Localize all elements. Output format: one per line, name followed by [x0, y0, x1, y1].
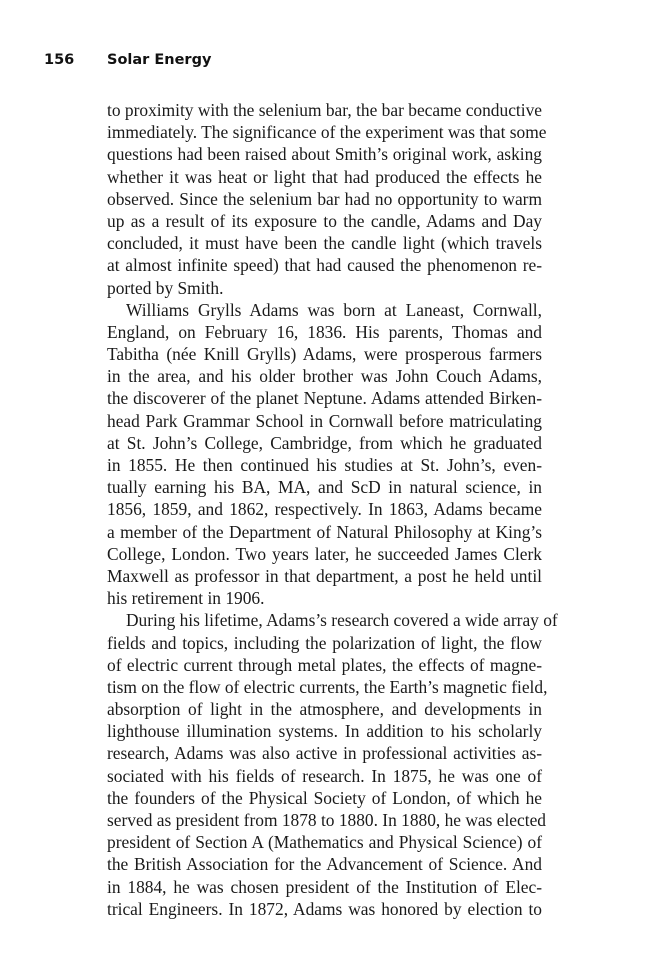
text-line: During his lifetime, Adams’s research covered a wide array of: [126, 610, 558, 631]
text-line: observed. Since the selenium bar had no opportunity to warm: [107, 188, 542, 209]
page-number: 156: [44, 52, 75, 68]
text-line: immediately. The significance of the experiment was that some: [107, 122, 547, 143]
text-line: College, London. Two years later, he succeeded James Clerk: [107, 543, 542, 564]
running-title: Solar Energy: [107, 52, 212, 68]
text-line: research, Adams was also active in professional activities as-: [107, 743, 542, 764]
text-line: in the area, and his older brother was John Couch Adams,: [107, 366, 542, 387]
running-head: [44, 52, 211, 74]
text-line: fields and topics, including the polarization of light, the flow: [107, 632, 542, 653]
text-line: to proximity with the selenium bar, the bar became conductive: [107, 100, 542, 120]
text-line: absorption of light in the atmosphere, and developments in: [107, 699, 542, 720]
text-line: tism on the flow of electric currents, the Earth’s magnetic field,: [107, 676, 548, 697]
text-line: of electric current through metal plates, the effects of magne-: [107, 654, 542, 675]
text-line: Williams Grylls Adams was born at Laneast, Cornwall,: [126, 299, 542, 320]
text-line: whether it was heat or light that had produced the effects he: [107, 166, 542, 187]
body-text: [107, 99, 558, 920]
text-line: sociated with his fields of research. In 1875, he was one of: [107, 765, 542, 786]
text-line: in 1855. He then continued his studies at St. John’s, even-: [107, 455, 542, 475]
text-line: the founders of the Physical Society of London, of which he: [107, 787, 542, 808]
text-line: Tabitha (née Knill Grylls) Adams, were prosperous farmers: [107, 344, 542, 365]
text-line: ported by Smith.: [107, 277, 224, 298]
text-line: head Park Grammar School in Cornwall before matriculating: [107, 410, 542, 431]
paragraph-1: [107, 99, 547, 299]
text-line: served as president from 1878 to 1880. In 1880, he was elected: [107, 810, 546, 830]
text-line: 1856, 1859, and 1862, respectively. In 1863, Adams became: [107, 499, 542, 520]
text-line: lighthouse illumination systems. In addition to his scholarly: [107, 721, 542, 742]
text-line: up as a result of its exposure to the candle, Adams and Day: [107, 210, 542, 231]
text-line: a member of the Department of Natural Philosophy at King’s: [107, 521, 542, 542]
text-line: England, on February 16, 1836. His parents, Thomas and: [107, 321, 542, 342]
text-line: concluded, it must have been the candle light (which travels: [107, 233, 542, 254]
text-line: at St. John’s College, Cambridge, from which he graduated: [107, 432, 542, 453]
text-line: tually earning his BA, MA, and ScD in natural science, in: [107, 477, 542, 498]
text-line: his retirement in 1906.: [107, 588, 265, 609]
paragraph-2: [107, 299, 542, 610]
text-line: Maxwell as professor in that department, a post he held until: [107, 565, 542, 586]
text-line: the discoverer of the planet Neptune. Adams attended Birken-: [107, 388, 542, 409]
text-line: at almost infinite speed) that had caused the phenomenon re-: [107, 255, 542, 276]
text-line: trical Engineers. In 1872, Adams was honored by election to: [107, 898, 542, 919]
text-line: in 1884, he was chosen president of the Institution of Elec-: [107, 876, 542, 897]
text-line: president of Section A (Mathematics and Physical Science) of: [107, 832, 542, 853]
text-line: the British Association for the Advancement of Science. And: [107, 854, 542, 875]
text-line: questions had been raised about Smith’s original work, asking: [107, 144, 542, 165]
paragraph-3: [107, 609, 558, 920]
